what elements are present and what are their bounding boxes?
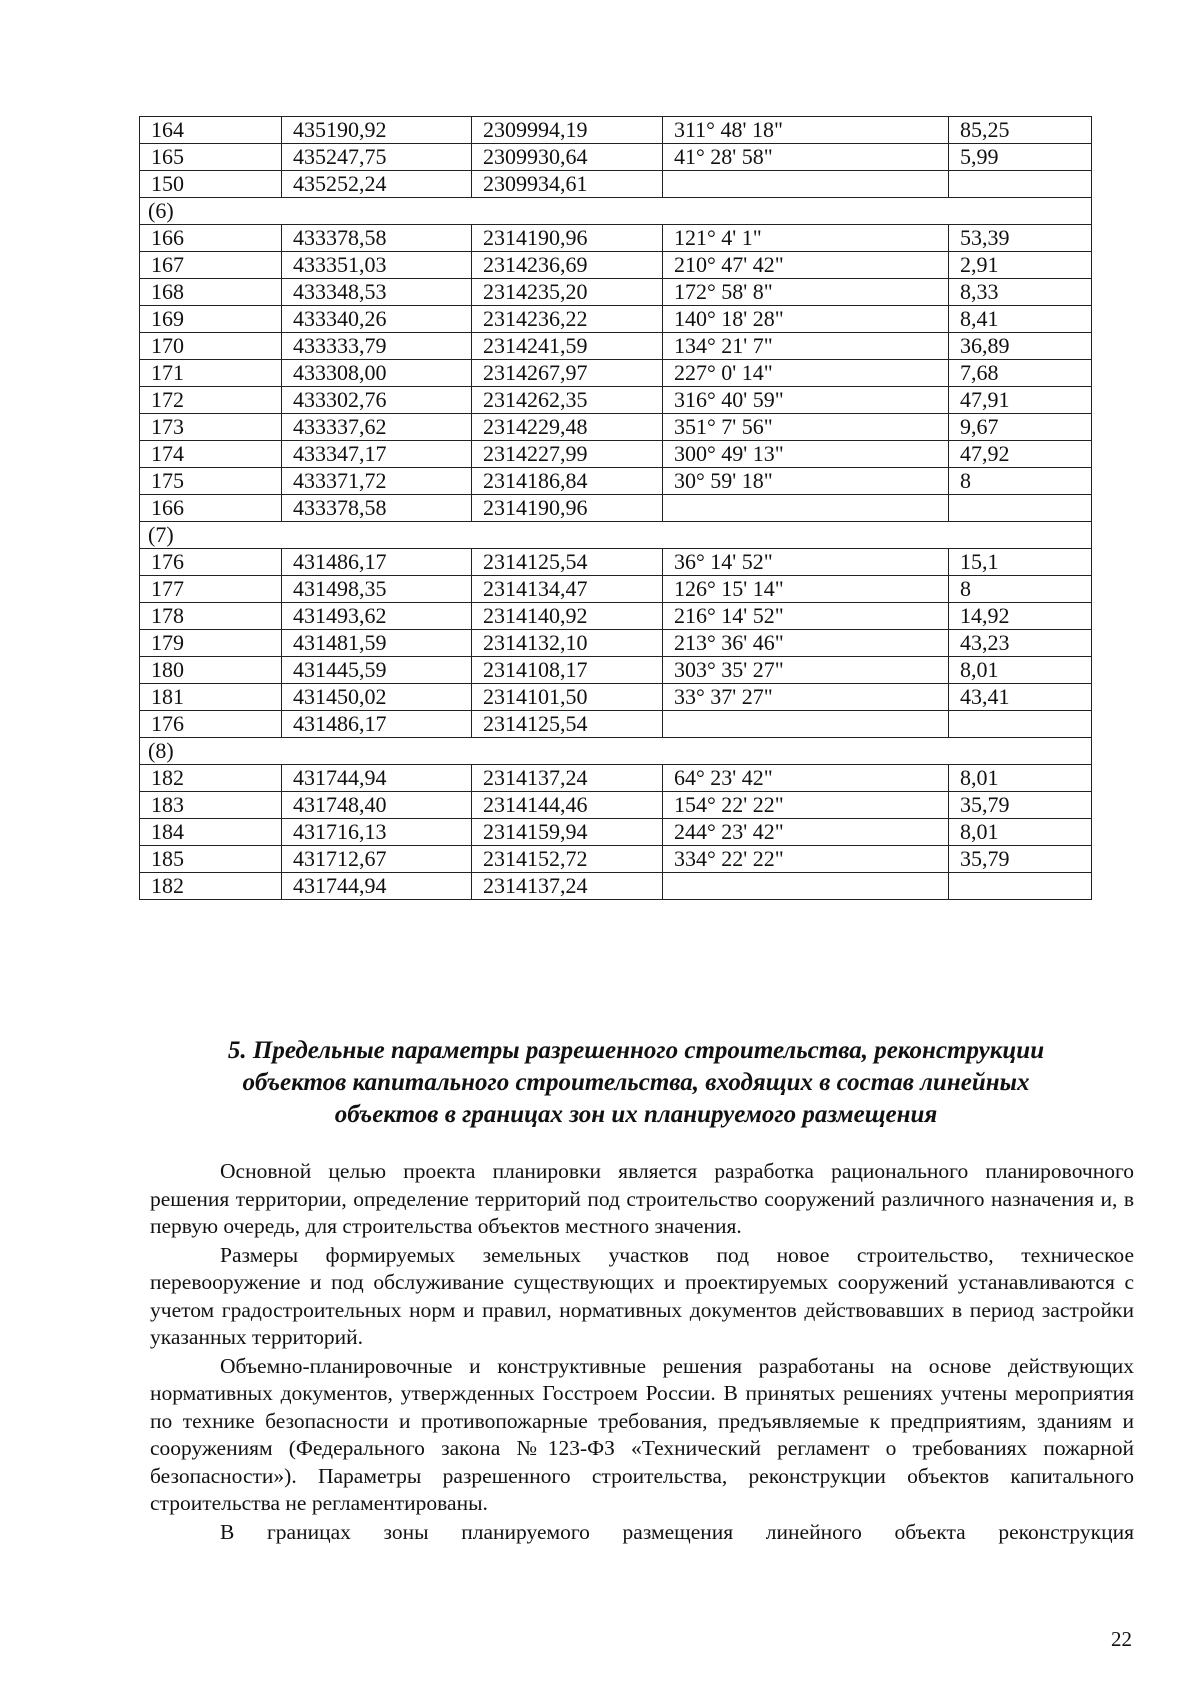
- point-number-cell: 166: [140, 225, 282, 252]
- length-cell: [949, 171, 1092, 198]
- table-row: [140, 630, 1092, 657]
- y-coordinate-cell: 2314144,46: [472, 792, 663, 819]
- y-coordinate-cell: 2314134,47: [472, 576, 663, 603]
- x-coordinate-cell: 433351,03: [282, 252, 472, 279]
- x-coordinate-cell: 433337,62: [282, 414, 472, 441]
- x-coordinate-cell: 433302,76: [282, 387, 472, 414]
- direction-angle-cell: 316° 40' 59": [663, 387, 949, 414]
- y-coordinate-cell: 2314190,96: [472, 225, 663, 252]
- length-cell: 2,91: [949, 252, 1092, 279]
- direction-angle-cell: 172° 58' 8": [663, 279, 949, 306]
- direction-angle-cell: 140° 18' 28": [663, 306, 949, 333]
- x-coordinate-cell: 433308,00: [282, 360, 472, 387]
- point-number-cell: 176: [140, 711, 282, 738]
- direction-angle-cell: 213° 36' 46": [663, 630, 949, 657]
- table-group-row: [140, 522, 1092, 549]
- table-row: [140, 603, 1092, 630]
- length-cell: 15,1: [949, 549, 1092, 576]
- table-row: [140, 333, 1092, 360]
- point-number-cell: 181: [140, 684, 282, 711]
- x-coordinate-cell: 431445,59: [282, 657, 472, 684]
- y-coordinate-cell: 2314262,35: [472, 387, 663, 414]
- y-coordinate-cell: 2314125,54: [472, 549, 663, 576]
- page-number: 22: [1111, 1627, 1132, 1651]
- point-number-cell: 179: [140, 630, 282, 657]
- table-row: [140, 657, 1092, 684]
- direction-angle-cell: 154° 22' 22": [663, 792, 949, 819]
- y-coordinate-cell: 2314152,72: [472, 846, 663, 873]
- point-number-cell: 172: [140, 387, 282, 414]
- direction-angle-cell: [663, 873, 949, 900]
- y-coordinate-cell: 2314229,48: [472, 414, 663, 441]
- length-cell: 53,39: [949, 225, 1092, 252]
- direction-angle-cell: [663, 711, 949, 738]
- y-coordinate-cell: 2314186,84: [472, 468, 663, 495]
- table-row: [140, 468, 1092, 495]
- section-title-line: объектов в границах зон их планируемого размещения: [334, 1101, 938, 1128]
- direction-angle-cell: 244° 23' 42": [663, 819, 949, 846]
- length-cell: 8,01: [949, 819, 1092, 846]
- length-cell: 36,89: [949, 333, 1092, 360]
- x-coordinate-cell: 431498,35: [282, 576, 472, 603]
- point-number-cell: 173: [140, 414, 282, 441]
- x-coordinate-cell: 431712,67: [282, 846, 472, 873]
- x-coordinate-cell: 431486,17: [282, 711, 472, 738]
- length-cell: 47,92: [949, 441, 1092, 468]
- direction-angle-cell: 300° 49' 13": [663, 441, 949, 468]
- length-cell: 85,25: [949, 117, 1092, 144]
- table-row: [140, 225, 1092, 252]
- y-coordinate-cell: 2314241,59: [472, 333, 663, 360]
- length-cell: [949, 711, 1092, 738]
- x-coordinate-cell: 435190,92: [282, 117, 472, 144]
- length-cell: [949, 495, 1092, 522]
- x-coordinate-cell: 431481,59: [282, 630, 472, 657]
- paragraph: Основной целью проекта планировки является разработка рационального планировочного решения территории, определение территорий под строительство сооружений различного назначения и, в первую очередь, для строительства объектов местного значения.: [150, 1159, 1134, 1238]
- paragraph: В границах зоны планируемого размещения линейного объекта реконструкция: [220, 1519, 1134, 1544]
- y-coordinate-cell: 2314236,22: [472, 306, 663, 333]
- direction-angle-cell: 134° 21' 7": [663, 333, 949, 360]
- table-row: [140, 306, 1092, 333]
- point-number-cell: 167: [140, 252, 282, 279]
- point-number-cell: 183: [140, 792, 282, 819]
- y-coordinate-cell: 2314140,92: [472, 603, 663, 630]
- section-title: [160, 1035, 1112, 1131]
- y-coordinate-cell: 2314267,97: [472, 360, 663, 387]
- table-group-row: [140, 738, 1092, 765]
- direction-angle-cell: 216° 14' 52": [663, 603, 949, 630]
- point-number-cell: 169: [140, 306, 282, 333]
- y-coordinate-cell: 2314101,50: [472, 684, 663, 711]
- body-text: [150, 1158, 1134, 1547]
- x-coordinate-cell: 431748,40: [282, 792, 472, 819]
- point-number-cell: 178: [140, 603, 282, 630]
- y-coordinate-cell: 2314125,54: [472, 711, 663, 738]
- y-coordinate-cell: 2314236,69: [472, 252, 663, 279]
- table-row: [140, 495, 1092, 522]
- length-cell: 47,91: [949, 387, 1092, 414]
- table-row: [140, 117, 1092, 144]
- x-coordinate-cell: 431744,94: [282, 873, 472, 900]
- point-number-cell: 166: [140, 495, 282, 522]
- length-cell: 35,79: [949, 846, 1092, 873]
- table-row: [140, 846, 1092, 873]
- y-coordinate-cell: 2314137,24: [472, 873, 663, 900]
- table-row: [140, 414, 1092, 441]
- table-row: [140, 765, 1092, 792]
- direction-angle-cell: 351° 7' 56": [663, 414, 949, 441]
- point-number-cell: 176: [140, 549, 282, 576]
- y-coordinate-cell: 2314235,20: [472, 279, 663, 306]
- table-row: [140, 711, 1092, 738]
- length-cell: 9,67: [949, 414, 1092, 441]
- x-coordinate-cell: 431450,02: [282, 684, 472, 711]
- point-number-cell: 185: [140, 846, 282, 873]
- direction-angle-cell: 64° 23' 42": [663, 765, 949, 792]
- direction-angle-cell: 41° 28' 58": [663, 144, 949, 171]
- point-number-cell: 174: [140, 441, 282, 468]
- point-number-cell: 184: [140, 819, 282, 846]
- length-cell: 14,92: [949, 603, 1092, 630]
- direction-angle-cell: 36° 14' 52": [663, 549, 949, 576]
- table-row: [140, 441, 1092, 468]
- coordinates-table-body: [140, 117, 1092, 900]
- length-cell: 43,41: [949, 684, 1092, 711]
- table-row: [140, 144, 1092, 171]
- x-coordinate-cell: 433371,72: [282, 468, 472, 495]
- y-coordinate-cell: 2314108,17: [472, 657, 663, 684]
- group-label-cell: (7): [140, 522, 1092, 549]
- table-row: [140, 279, 1092, 306]
- point-number-cell: 175: [140, 468, 282, 495]
- y-coordinate-cell: 2314132,10: [472, 630, 663, 657]
- length-cell: 8,33: [949, 279, 1092, 306]
- length-cell: 8: [949, 576, 1092, 603]
- table-row: [140, 360, 1092, 387]
- section-title-line: объектов капитального строительства, входящих в состав линейных: [242, 1069, 1030, 1096]
- point-number-cell: 164: [140, 117, 282, 144]
- point-number-cell: 150: [140, 171, 282, 198]
- section-title-line: 5. Предельные параметры разрешенного строительства, реконструкции: [227, 1037, 1045, 1064]
- direction-angle-cell: 210° 47' 42": [663, 252, 949, 279]
- length-cell: 43,23: [949, 630, 1092, 657]
- length-cell: 7,68: [949, 360, 1092, 387]
- x-coordinate-cell: 431744,94: [282, 765, 472, 792]
- length-cell: 8,01: [949, 765, 1092, 792]
- coordinates-table: [139, 116, 1092, 900]
- length-cell: 8: [949, 468, 1092, 495]
- x-coordinate-cell: 435247,75: [282, 144, 472, 171]
- table-row: [140, 387, 1092, 414]
- direction-angle-cell: 126° 15' 14": [663, 576, 949, 603]
- x-coordinate-cell: 435252,24: [282, 171, 472, 198]
- direction-angle-cell: 227° 0' 14": [663, 360, 949, 387]
- point-number-cell: 168: [140, 279, 282, 306]
- y-coordinate-cell: 2314137,24: [472, 765, 663, 792]
- x-coordinate-cell: 433347,17: [282, 441, 472, 468]
- point-number-cell: 171: [140, 360, 282, 387]
- length-cell: 8,41: [949, 306, 1092, 333]
- group-label-cell: (6): [140, 198, 1092, 225]
- direction-angle-cell: 334° 22' 22": [663, 846, 949, 873]
- direction-angle-cell: 33° 37' 27": [663, 684, 949, 711]
- point-number-cell: 165: [140, 144, 282, 171]
- point-number-cell: 180: [140, 657, 282, 684]
- table-row: [140, 873, 1092, 900]
- x-coordinate-cell: 433378,58: [282, 225, 472, 252]
- table-row: [140, 252, 1092, 279]
- length-cell: [949, 873, 1092, 900]
- y-coordinate-cell: 2314227,99: [472, 441, 663, 468]
- paragraph: Размеры формируемых земельных участков под новое строительство, техническое перевооружение и под обслуживание существующих и проектируемых сооружений устанавливаются с учетом градостроительных норм и правил, нормативных документов действовавших в период застройки указанных территорий.: [150, 1242, 1134, 1349]
- direction-angle-cell: 30° 59' 18": [663, 468, 949, 495]
- x-coordinate-cell: 433340,26: [282, 306, 472, 333]
- y-coordinate-cell: 2309930,64: [472, 144, 663, 171]
- y-coordinate-cell: 2314159,94: [472, 819, 663, 846]
- point-number-cell: 182: [140, 765, 282, 792]
- direction-angle-cell: [663, 171, 949, 198]
- direction-angle-cell: [663, 495, 949, 522]
- y-coordinate-cell: 2309934,61: [472, 171, 663, 198]
- y-coordinate-cell: 2309994,19: [472, 117, 663, 144]
- x-coordinate-cell: 433348,53: [282, 279, 472, 306]
- direction-angle-cell: 121° 4' 1": [663, 225, 949, 252]
- table-row: [140, 171, 1092, 198]
- length-cell: 8,01: [949, 657, 1092, 684]
- x-coordinate-cell: 431493,62: [282, 603, 472, 630]
- length-cell: 5,99: [949, 144, 1092, 171]
- direction-angle-cell: 311° 48' 18": [663, 117, 949, 144]
- x-coordinate-cell: 431716,13: [282, 819, 472, 846]
- y-coordinate-cell: 2314190,96: [472, 495, 663, 522]
- table-row: [140, 549, 1092, 576]
- table-row: [140, 684, 1092, 711]
- point-number-cell: 182: [140, 873, 282, 900]
- group-label-cell: (8): [140, 738, 1092, 765]
- table-row: [140, 819, 1092, 846]
- x-coordinate-cell: 431486,17: [282, 549, 472, 576]
- direction-angle-cell: 303° 35' 27": [663, 657, 949, 684]
- point-number-cell: 170: [140, 333, 282, 360]
- table-group-row: [140, 198, 1092, 225]
- table-row: [140, 792, 1092, 819]
- point-number-cell: 177: [140, 576, 282, 603]
- table-row: [140, 576, 1092, 603]
- x-coordinate-cell: 433333,79: [282, 333, 472, 360]
- x-coordinate-cell: 433378,58: [282, 495, 472, 522]
- length-cell: 35,79: [949, 792, 1092, 819]
- paragraph: Объемно-планировочные и конструктивные решения разработаны на основе действующих нормативных документов, утвержденных Госстроем России. В принятых решениях учтены мероприятия по технике безопасности и противопожарные требования, предъявляемые к предприятиям, зданиям и сооружениям (Федерального закона №123-ФЗ «Технический регламент о требованиях пожарной безопасности»). Параметры разрешенного строительства, реконструкции объектов капитального строительства не регламентированы.: [150, 1353, 1134, 1515]
